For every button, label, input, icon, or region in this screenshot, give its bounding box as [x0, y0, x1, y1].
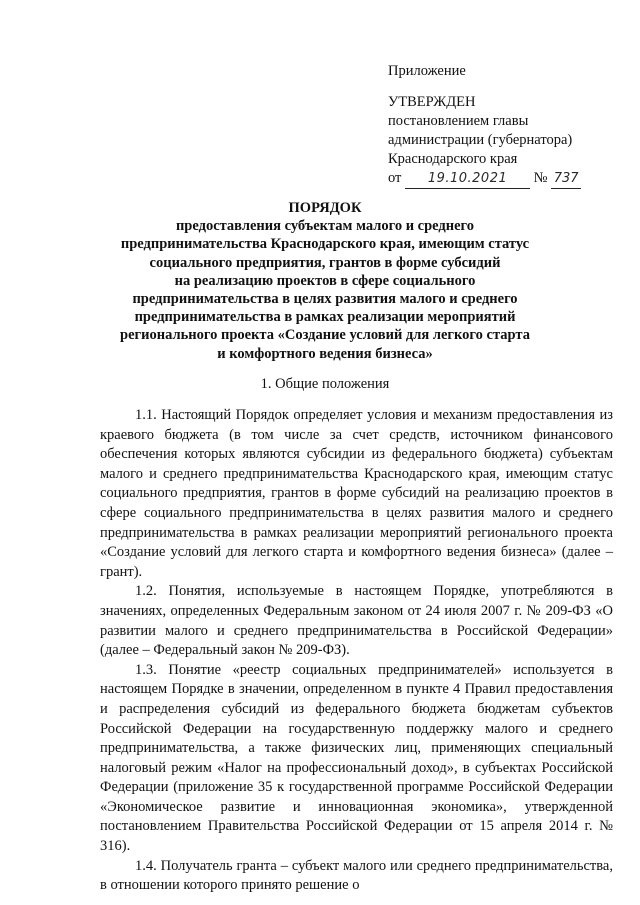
title-line: предоставления субъектам малого и среднего [175, 218, 475, 235]
approval-line-3: Краснодарского края [388, 151, 518, 167]
title-line: регионального проекта «Создание условий для легкого старта [120, 327, 530, 344]
paragraph-1-2: 1.2. Понятия, используемые в настоящем Порядке, употребляются в значениях, определенных Федеральным законом от 24 июля 2007 г. № 209-ФЗ «О развитии малого и среднего предпринимательства в Российской Федерации» (далее – Федеральный закон № 209-ФЗ). [100, 583, 613, 659]
title-line: на реализацию проектов в сфере социального [174, 272, 476, 289]
paragraph-1-4: 1.4. Получатель гранта – субъект малого или среднего предпринимательства, в отношении которого принято решение о [100, 857, 613, 894]
title-line: социального предприятия, грантов в форме субсидий [149, 254, 501, 271]
paragraph-1-3: 1.3. Понятие «реестр социальных предпринимателей» используется в настоящем Порядке в значении, определенном в пункте 4 Правил предоставления и распределения субсидий из федерального бюджета бюджетам субъектов Российской Федерации на государственную поддержку малого и среднего предпринимательства, а также физических лиц, применяющих специальный налоговый режим «Налог на профессиональный доход», в субъектах Российской Федерации (приложение 35 к государственной программе Российской Федерации «Экономическое развитие и инновационная экономика», утвержденной постановлением Правительства Российской Федерации от 15 апреля 2014 г. № 316). [100, 661, 613, 855]
approved-label: УТВЕРЖДЕН [388, 94, 476, 110]
handwritten-number: 737 [551, 169, 581, 189]
appendix-label: Приложение [388, 63, 466, 79]
approval-line-2: администрации (губернатора) [388, 132, 573, 148]
document-title [70, 199, 580, 363]
approval-block [388, 62, 581, 189]
document-body [100, 406, 613, 896]
paragraph-1-1: 1.1. Настоящий Порядок определяет условия и механизм предоставления из краевого бюджета (в том числе за счет средств, источником финансового обеспечения которых являются субсидии из федерального бюджета) субъектам малого и среднего предпринимательства Краснодарского края, имеющим статус социального предприятия, грантов в форме субсидий на реализацию проектов в сфере социального предпринимательства в целях развития малого и среднего предпринимательства в рамках реализации мероприятий регионального проекта «Создание условий для легкого старта и комфортного ведения бизнеса» (далее – грант). [100, 407, 613, 580]
title-line: и комфортного ведения бизнеса» [217, 345, 433, 362]
title-line: предпринимательства Краснодарского края, имеющим статус [120, 236, 530, 253]
title-line: предпринимательства в целях развития малого и среднего [132, 291, 518, 308]
approval-date-line [388, 169, 581, 189]
title-heading: ПОРЯДОК [288, 200, 362, 216]
handwritten-date: 19.10.2021 [405, 169, 530, 189]
title-line: предпринимательства в рамках реализации мероприятий [134, 309, 516, 326]
number-sign: № [533, 170, 548, 186]
approval-line-1: постановлением главы [388, 113, 529, 129]
section-heading: 1. Общие положения [260, 376, 390, 392]
date-prefix: от [388, 170, 402, 186]
